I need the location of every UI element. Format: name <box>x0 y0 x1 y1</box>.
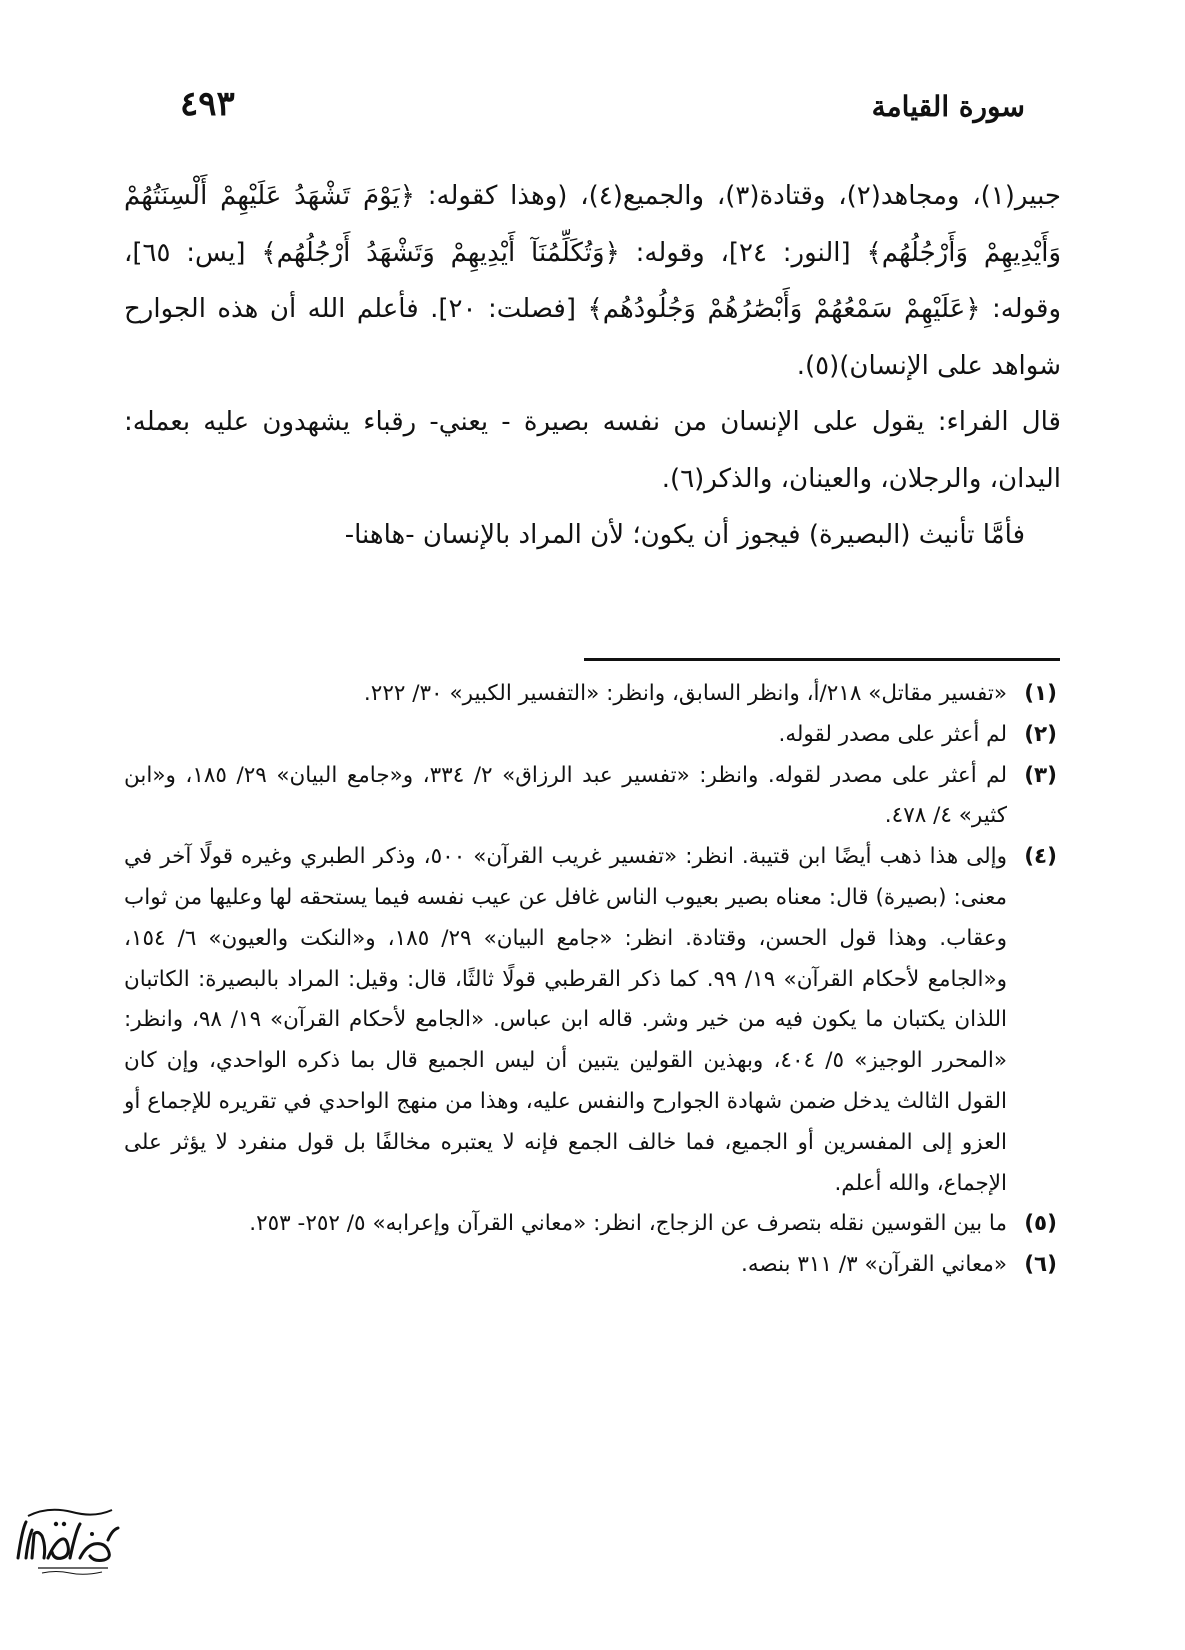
footnote-3 <box>124 756 1057 838</box>
footnotes <box>124 674 1057 1286</box>
footnote-text: ما بين القوسين نقله بتصرف عن الزجاج، انظر: «معاني القرآن وإعرابه» ٥/ ٢٥٢- ٢٥٣. <box>249 1211 1007 1237</box>
paragraph-2: قال الفراء: يقول على الإنسان من نفسه بصيرة - يعني- رقباء يشهدون عليه بعمله: اليدان، والرجلان، والعينان، والذكر(٦). <box>124 407 1061 494</box>
footnote-6 <box>124 1245 1057 1286</box>
footnote-5 <box>124 1204 1057 1245</box>
footnote-number: (٥) <box>1024 1211 1057 1237</box>
footnote-text: لم أعثر على مصدر لقوله. <box>778 721 1007 747</box>
page-number: ٤٩٣ <box>180 84 235 124</box>
footnote-text: «تفسير مقاتل» ٢١٨/أ، وانظر السابق، وانظر: «التفسير الكبير» ٣٠/ ٢٢٢. <box>363 681 1007 706</box>
footnote-2 <box>124 715 1057 756</box>
footnote-number: (٦) <box>1024 1252 1057 1278</box>
main-text <box>124 168 1061 564</box>
footnote-number: (١) <box>1024 681 1057 706</box>
page-header <box>160 84 1025 134</box>
paragraph-3: فأمَّا تأنيث (البصيرة) فيجوز أن يكون؛ لأن المراد بالإنسان -هاهنا- <box>344 520 1025 550</box>
footnote-text: لم أعثر على مصدر لقوله. وانظر: «تفسير عبد الرزاق» ٢/ ٣٣٤، و«جامع البيان» ٢٩/ ١٨٥، و«ابن كثير» ٤/ ٤٧٨. <box>124 762 1008 829</box>
footnote-number: (٢) <box>1024 721 1057 747</box>
footnote-number: (٤) <box>1024 844 1057 870</box>
footnote-1 <box>124 674 1057 715</box>
surah-title: سورة القيامة <box>871 90 1025 123</box>
footnote-number: (٣) <box>1024 762 1057 788</box>
footnote-text: وإلى هذا ذهب أيضًا ابن قتيبة. انظر: «تفسير غريب القرآن» ٥٠٠، وذكر الطبري وغيره قولًا آخر في معنى: (بصيرة) قال: معناه بصير بعيوب الناس غافل عن عيب نفسه فيما يستحقه لها وعليها من ثواب وعقاب. وهذا قول الحسن، وقتادة. انظر: «جامع البيان» ٢٩/ ١٨٥، و«النكت والعيون» ٦/ ١٥٤، و«الجامع لأحكام القرآن» ١٩/ ٩٩. كما ذكر القرطبي قولًا ثالثًا، قال: وقيل: المراد بالبصيرة: الكاتبان اللذان يكتبان ما يكون فيه من خير وشر. قاله ابن عباس. «الجامع لأحكام القرآن» ١٩/ ٩٨، وانظر: «المحرر الوجيز» ٥/ ٤٠٤، وبهذين القولين يتبين أن ليس الجميع قال بما ذكره الواحدي، وإن كان القول الثالث يدخل ضمن شهادة الجوارح والنفس عليه، وهذا من منهج الواحدي في تقريره للإجماع أو العزو إلى المفسرين أو الجميع، فما خالف الجمع فإنه لا يعتبره مخالفًا بل قول منفرد لا يؤثر على الإجماع، والله أعلم. <box>124 844 1008 1196</box>
footnote-text: «معاني القرآن» ٣/ ٣١١ بنصه. <box>741 1252 1007 1278</box>
calligraphy-logo <box>8 1500 128 1580</box>
paragraph-1: جبير(١)، ومجاهد(٢)، وقتادة(٣)، والجميع(٤)، (وهذا كقوله: ﴿يَوْمَ تَشْهَدُ عَلَيْهِمْ أَلْسِنَتُهُمْ وَأَيْدِيهِمْ وَأَرْجُلُهُم﴾ [النور: ٢٤]، وقوله: ﴿وَتُكَلِّمُنَآ أَيْدِيهِمْ وَتَشْهَدُ أَرْجُلُهُم﴾ [يس: ٦٥]، وقوله: ﴿عَلَيْهِمْ سَمْعُهُمْ وَأَبْصَٰرُهُمْ وَجُلُودُهُم﴾ [فصلت: ٢٠]. فأعلم الله أن هذه الجوارح شواهد على الإنسان)(٥). <box>124 181 1062 381</box>
calligraphy-logo-icon <box>8 1500 128 1580</box>
footnote-4 <box>124 837 1057 1204</box>
footnote-separator <box>584 658 1060 661</box>
